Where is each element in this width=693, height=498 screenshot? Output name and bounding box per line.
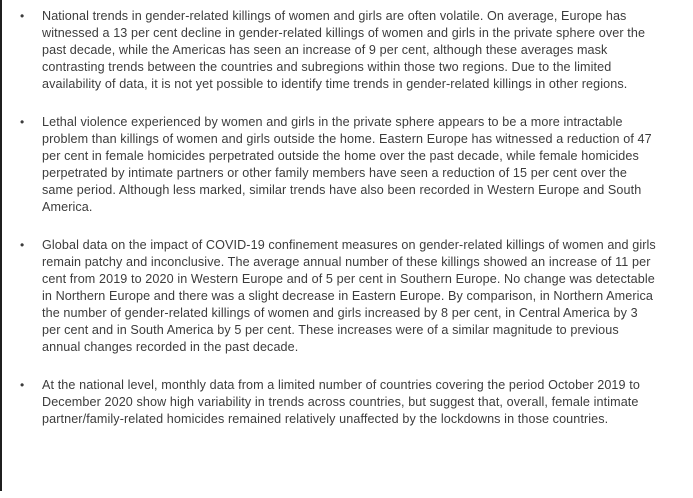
bullet-marker: • (20, 115, 25, 129)
bullet-marker: • (20, 378, 25, 392)
list-item (20, 377, 657, 428)
bullet-text: National trends in gender-related killings of women and girls are often volatile. On average, Europe has witnessed a 13 per cent decline in gender-related killings of women and girls in the private sphere over the past decade, while the Americas has seen an increase of 9 per cent, although these averages mask contrasting trends between the countries and subregions within those two regions. Due to the limited availability of data, it is not yet possible to identify time trends in gender-related killings in other regions. (42, 9, 646, 91)
bullet-text: Global data on the impact of COVID-19 confinement measures on gender-related killings of women and girls remain patchy and inconclusive. The average annual number of these killings showed an increase of 11 per cent from 2019 to 2020 in Western Europe and of 5 per cent in Southern Europe. No change was detectable in Northern Europe and there was a slight decrease in Eastern Europe. By comparison, in Northern America the number of gender-related killings of women and girls increased by 8 per cent, in Central America by 3 per cent and in South America by 5 per cent. These increases were of a similar magnitude to previous annual changes recorded in the past decade. (42, 238, 656, 354)
bullet-marker: • (20, 238, 25, 252)
bullet-marker: • (20, 9, 25, 23)
bullet-text: Lethal violence experienced by women and girls in the private sphere appears to be a more intractable problem than killings of women and girls outside the home. Eastern Europe has witnessed a reduction of 47 per cent in female homicides perpetrated outside the home over the past decade, while female homicides perpetrated by intimate partners or other family members have seen a reduction of 15 per cent over the same period. Although less marked, similar trends have also been recorded in Western Europe and South America. (42, 115, 652, 214)
page-left-border (0, 0, 2, 491)
list-item (20, 237, 657, 356)
list-item (20, 114, 657, 216)
bullet-text: At the national level, monthly data from a limited number of countries covering the period October 2019 to December 2020 show high variability in trends across countries, but suggest that, overall, female intimate partner/family-related homicides remained relatively unaffected by the lockdowns in those countries. (42, 378, 640, 426)
list-item (20, 8, 657, 93)
